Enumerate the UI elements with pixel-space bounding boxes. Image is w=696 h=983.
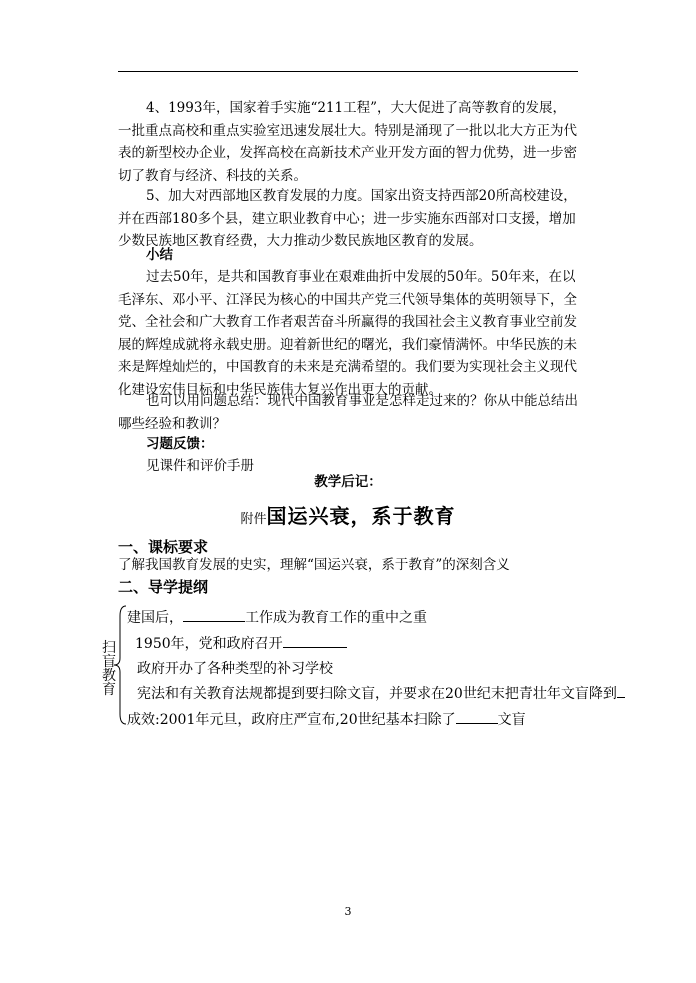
blank-line: [183, 620, 245, 622]
blank-line: [617, 696, 625, 698]
outline-line-1: [127, 607, 427, 627]
blank-line: [283, 646, 347, 648]
summary-heading: 小结: [146, 247, 173, 263]
outline-line-4: [137, 683, 625, 703]
outline-line-3: 政府开办了各种类型的补习学校: [137, 661, 333, 677]
appendix-title-text: 国运兴衰，系于教育: [266, 504, 456, 528]
section2-heading: 二、导学提纲: [118, 578, 209, 596]
outline-side-label: 扫盲教育: [102, 640, 116, 698]
outline-line-5-end: 文盲: [497, 712, 526, 728]
blank-line: [456, 722, 498, 724]
section1-text: 了解我国教育发展的史实，理解“国运兴衰，系于教育”的深刻含义: [118, 557, 510, 573]
appendix-title: [118, 500, 578, 529]
outline-line-2-text: 1950年，党和政府召开: [135, 636, 283, 652]
outline-line-1-start: 建国后，: [127, 610, 183, 626]
appendix-prefix: 附件: [240, 512, 267, 527]
summary-paragraph: 过去50年，是共和国教育事业在艰难曲折中发展的50年。50年来，在以毛泽东、邓小平、江泽民为核心的中国共产党三代领导集体的英明领导下，全党、全社会和广大教育工作者艰苦奋斗所赢得的我国社会主义教育事业空前发展的辉煌成就将永载史册。迎着新世纪的曙光，我们豪情满怀。中华民族的未来是辉煌灿烂的，中国教育的未来是充满希望的。我们要为实现社会主义现代化建设宏伟目标和中华民族伟大复兴作出更大的贡献。: [118, 269, 577, 398]
page-number: 3: [344, 905, 352, 918]
section1-heading: 一、课标要求: [118, 538, 209, 556]
outline-line-4-text: 宪法和有关教育法规都提到要扫除文盲，并要求在20世纪末把青壮年文盲降到: [137, 686, 617, 702]
outline-line-1-end: 工作成为教育工作的重中之重: [245, 610, 427, 626]
outline-line-5: [127, 709, 526, 729]
outline-line-2: [135, 633, 347, 653]
paragraph-item-5: 5、加大对西部地区教育发展的力度。国家出资支持西部20所高校建设，并在西部180多个县，建立职业教育中心；进一步实施东西部对口支援，增加少数民族地区教育经费，大力推动少数民族地区教育的发展。: [118, 188, 577, 249]
paragraph-item-4: 4、1993年，国家着手实施“211工程”，大大促进了高等教育的发展，一批重点高校和重点实验室迅速发展壮大。特别是涌现了一批以北大方正为代表的新型校办企业，发挥高校在高新技术产业开发方面的智力优势，进一步密切了教育与经济、科技的关系。: [118, 100, 577, 184]
outline-line-5-start: 成效:2001年元旦，政府庄严宣布,20世纪基本扫除了: [127, 712, 456, 728]
exercise-heading: 习题反馈：: [146, 436, 214, 452]
question-paragraph: 也可以用问题总结：现代中国教育事业是怎样走过来的？你从中能总结出哪些经验和教训？: [118, 393, 578, 432]
header-rule: [118, 71, 578, 72]
postscript-heading: 教学后记：: [314, 474, 382, 490]
exercise-text: 见课件和评价手册: [146, 458, 254, 474]
